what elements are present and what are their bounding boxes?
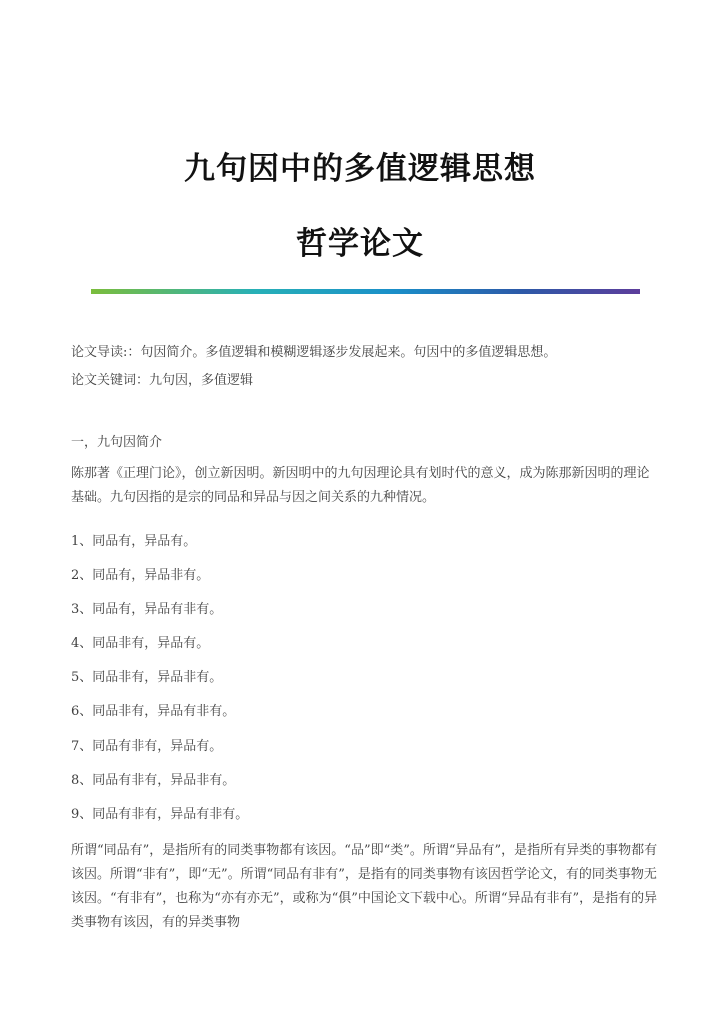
paragraph-intro: 陈那著《正理门论》，创立新因明。新因明中的九句因理论具有划时代的意义，成为陈那新因明的理论基础。九句因指的是宗的同品和异品与因之间关系的九种情况。 — [71, 466, 650, 505]
document-subtitle: 哲学论文 — [296, 226, 424, 262]
title-divider — [91, 289, 640, 294]
document-title: 九句因中的多值逻辑思想 — [184, 151, 536, 187]
list-item: 3、同品有，异品有非有。 — [71, 602, 223, 617]
list-item: 7、同品有非有，异品有。 — [71, 739, 223, 754]
list-item: 6、同品非有，异品有非有。 — [71, 704, 236, 719]
list-item: 9、同品有非有，异品有非有。 — [71, 807, 249, 822]
list-item: 1、同品有，异品有。 — [71, 534, 197, 549]
abstract-line: 论文导读:：句因简介。多值逻辑和模糊逻辑逐步发展起来。句因中的多值逻辑思想。 — [71, 345, 557, 360]
section-heading: 一，九句因简介 — [71, 435, 163, 450]
list-item: 2、同品有，异品非有。 — [71, 568, 210, 583]
list-item: 4、同品非有，异品有。 — [71, 636, 210, 651]
keywords-line: 论文关键词：九句因，多值逻辑 — [71, 373, 254, 388]
list-item: 8、同品有非有，异品非有。 — [71, 773, 236, 788]
list-item: 5、同品非有，异品非有。 — [71, 670, 223, 685]
paragraph-explanation: 所谓“同品有”，是指所有的同类事物都有该因。“品”即“类”。所谓“异品有”，是指所有异类的事物都有该因。所谓“非有”，即“无”。所谓“同品有非有”，是指有的同类事物有该因哲学论文，有的同类事物无该因。“有非有”，也称为“亦有亦无”，或称为“俱”中国论文下载中心。所谓“异品有非有”，是指有的异类事物有该因，有的异类事物 — [71, 843, 658, 930]
